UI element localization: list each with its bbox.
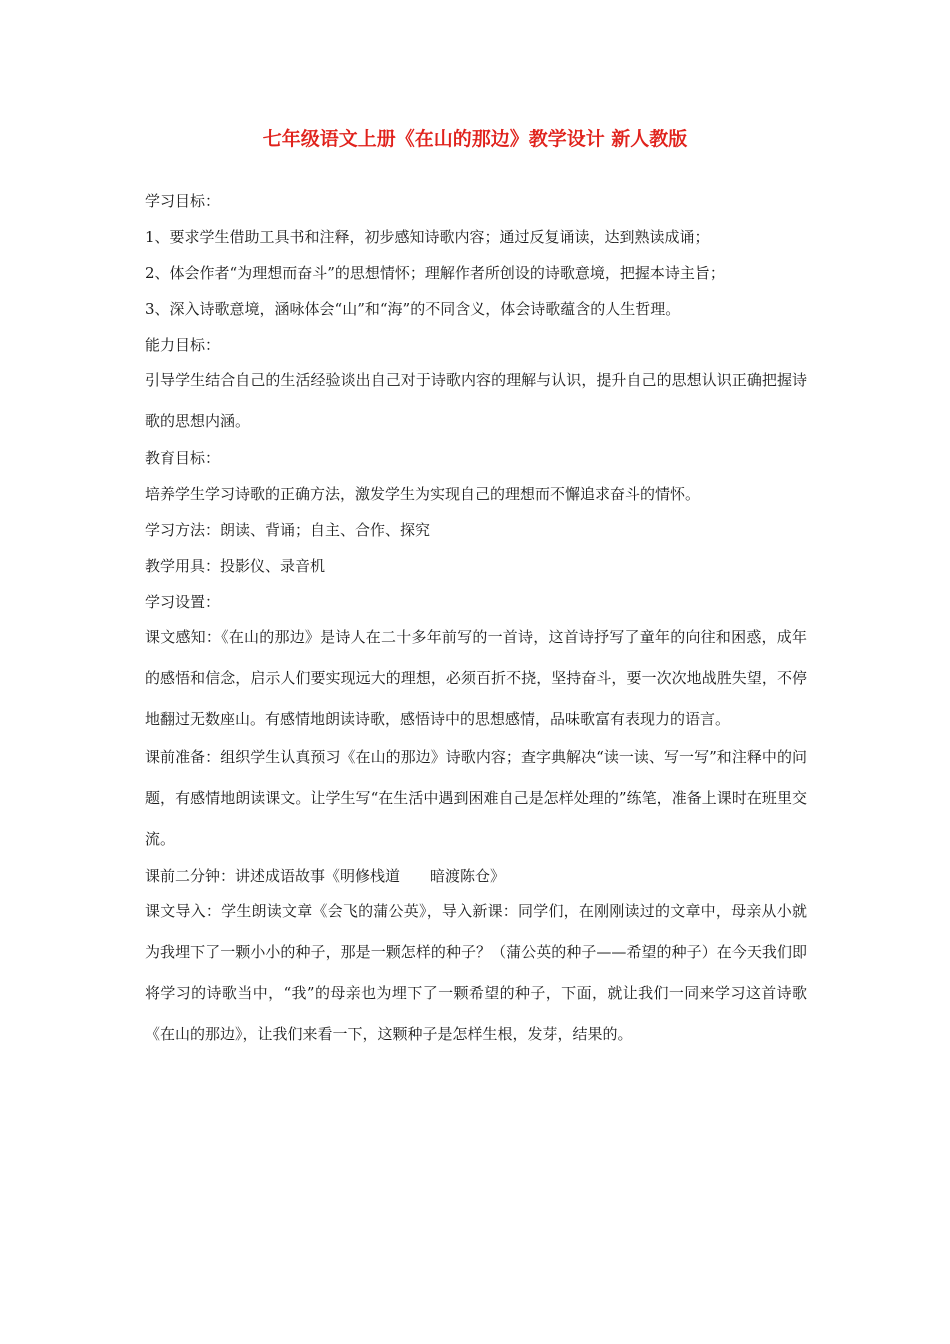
ability-goals-text: 引导学生结合自己的生活经验谈出自己对于诗歌内容的理解与认识，提升自己的思想认识正确把握诗歌的思想内涵。 bbox=[145, 371, 807, 430]
text-perception: 课文感知：《在山的那边》是诗人在二十多年前写的一首诗，这首诗抒写了童年的向往和困惑，成年的感悟和信念，启示人们要实现远大的理想，必须百折不挠，坚持奋斗，要一次次地战胜失望，不停地翻过无数座山。有感情地朗读诗歌，感悟诗中的思想感情，品味歌富有表现力的语言。 bbox=[145, 628, 807, 728]
goal-item-3: 3、深入诗歌意境，涵咏体会“山”和“海”的不同含义，体会诗歌蕴含的人生哲理。 bbox=[145, 300, 681, 318]
heading-learning-goals: 学习目标： bbox=[145, 192, 221, 210]
learning-methods: 学习方法：朗读、背诵；自主、合作、探究 bbox=[145, 521, 431, 539]
heading-ability-goals: 能力目标： bbox=[145, 336, 221, 354]
page-title: 七年级语文上册《在山的那边》教学设计 新人教版 bbox=[262, 128, 688, 150]
education-goals-text: 培养学生学习诗歌的正确方法，激发学生为实现自己的理想而不懈追求奋斗的情怀。 bbox=[145, 485, 701, 503]
class-preparation: 课前准备：组织学生认真预习《在山的那边》诗歌内容；查字典解决“读一读、写一写”和注释中的问题，有感情地朗读课文。让学生写“在生活中遇到困难自己是怎样处理的”练笔，准备上课时在班里交流。 bbox=[145, 748, 807, 848]
two-minutes-story: 课前二分钟：讲述成语故事《明修栈道 暗渡陈仓》 bbox=[145, 867, 506, 885]
heading-learning-setup: 学习设置： bbox=[145, 593, 221, 611]
goal-item-1: 1、要求学生借助工具书和注释，初步感知诗歌内容；通过反复诵读，达到熟读成诵； bbox=[145, 228, 710, 246]
teaching-tools: 教学用具：投影仪、录音机 bbox=[145, 557, 326, 575]
heading-education-goals: 教育目标： bbox=[145, 449, 221, 467]
document-body bbox=[145, 183, 807, 1053]
text-introduction: 课文导入：学生朗读文章《会飞的蒲公英》，导入新课：同学们，在刚刚读过的文章中，母亲从小就为我埋下了一颗小小的种子，那是一颗怎样的种子？（蒲公英的种子——希望的种子）在今天我们即将学习的诗歌当中，“我”的母亲也为埋下了一颗希望的种子，下面，就让我们一同来学习这首诗歌《在山的那边》，让我们来看一下，这颗种子是怎样生根，发芽，结果的。 bbox=[145, 902, 807, 1043]
goal-item-2: 2、体会作者“为理想而奋斗”的思想情怀；理解作者所创设的诗歌意境，把握本诗主旨； bbox=[145, 264, 725, 282]
